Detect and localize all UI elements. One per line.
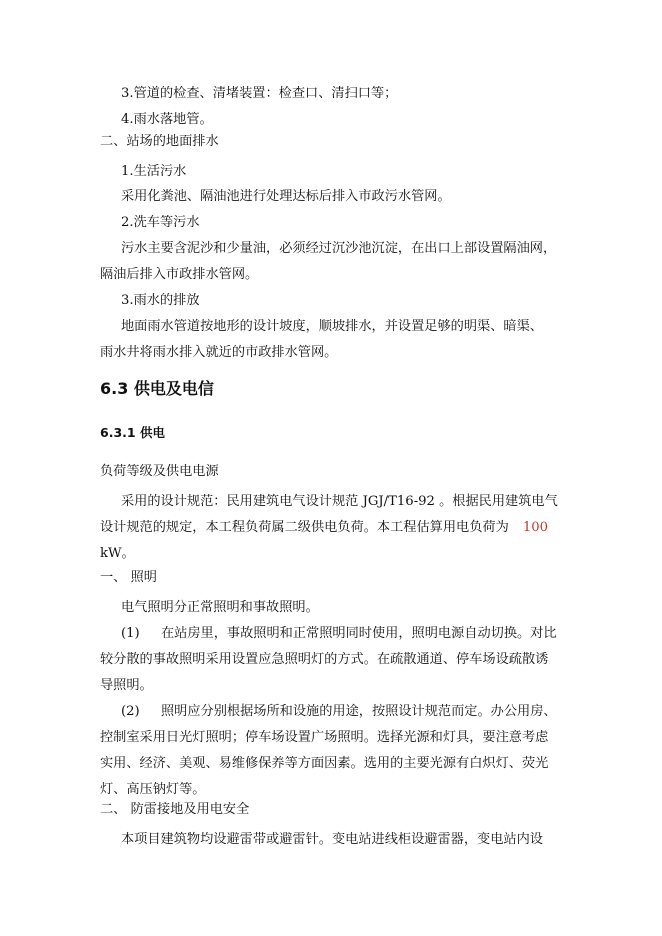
subheading: 3.雨水的排放 — [121, 293, 200, 308]
paragraph-line: 隔油后排入市政排水管网。 — [100, 267, 259, 282]
subsection-title: 6.3.1 供电 — [100, 425, 165, 440]
item-number: (2) — [121, 704, 140, 719]
paragraph-line: 导照明。 — [100, 678, 153, 693]
item-text: 照明应分别根据场所和设施的用途，按照设计规范而定。办公用房、 — [161, 704, 557, 719]
section-heading: 二、站场的地面排水 — [100, 134, 219, 149]
section-heading: 一、 照明 — [100, 570, 157, 585]
paragraph-line — [100, 518, 548, 538]
paragraph-line: kW。 — [100, 546, 135, 561]
load-value: 100 — [522, 520, 548, 535]
paragraph-line: 采用的设计规范：民用建筑电气设计规范 JGJ/T16-92 。根据民用建筑电气 — [121, 494, 558, 509]
paragraph-line: 本项目建筑物均设避雷带或避雷针。变电站进线柜设避雷器，变电站内设 — [121, 832, 543, 847]
paragraph-line: 地面雨水管道按地形的设计坡度，顺坡排水，并设置足够的明渠、暗渠、 — [121, 319, 543, 334]
list-item — [121, 624, 557, 644]
paragraph-line: 电气照明分正常照明和事故照明。 — [121, 600, 319, 615]
item-number: (1) — [121, 626, 140, 641]
paragraph-line: 灯、高压钠灯等。 — [100, 782, 206, 797]
paragraph-line: 实用、经济、美观、易维修保养等方面因素。选用的主要光源有白炽灯、荧光 — [100, 756, 549, 771]
item-text: 在站房里，事故照明和正常照明同时使用，照明电源自动切换。对比 — [161, 626, 557, 641]
paragraph-line: 较分散的事故照明采用设置应急照明灯的方式。在疏散通道、停车场设疏散诱 — [100, 652, 549, 667]
paragraph-line: 控制室采用日光灯照明；停车场设置广场照明。选择光源和灯具，要注意考虑 — [100, 730, 549, 745]
section-heading: 二、 防雷接地及用电安全 — [100, 802, 250, 817]
paragraph-text: 设计规范的规定，本工程负荷属二级供电负荷。本工程估算用电负荷为 — [100, 520, 509, 535]
subheading: 负荷等级及供电电源 — [100, 464, 219, 479]
subheading: 2.洗车等污水 — [121, 215, 200, 230]
paragraph-line: 采用化粪池、隔油池进行处理达标后排入市政污水管网。 — [121, 189, 451, 204]
section-title: 6.3 供电及电信 — [100, 379, 214, 398]
list-item: 3.管道的检查、清堵装置：检查口、清扫口等； — [121, 86, 398, 101]
subheading: 1.生活污水 — [121, 164, 187, 179]
list-item — [121, 702, 557, 722]
list-item: 4.雨水落地管。 — [121, 112, 213, 127]
paragraph-line: 雨水井将雨水排入就近的市政排水管网。 — [100, 345, 338, 360]
paragraph-line: 污水主要含泥沙和少量油，必须经过沉沙池沉淀，在出口上部设置隔油网， — [121, 241, 557, 256]
